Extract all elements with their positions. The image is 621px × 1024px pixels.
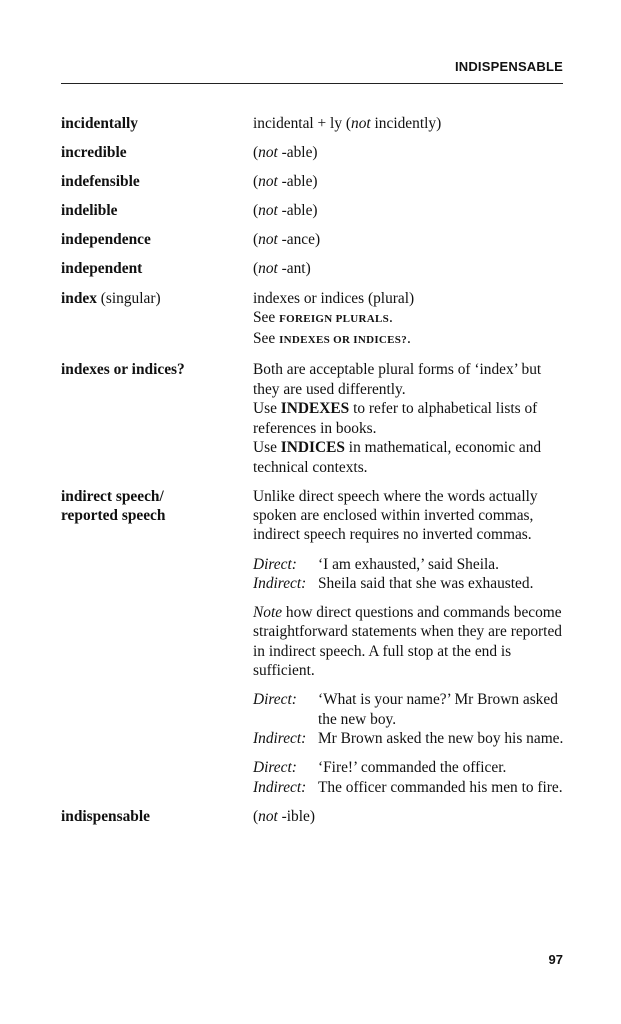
- headword: indefensible: [61, 173, 140, 191]
- example-pair: Direct: ‘Fire!’ commanded the officer. Indirect: The officer commanded his men to fire.: [253, 759, 563, 796]
- headword: index (singular): [61, 289, 161, 307]
- entry-indelible: [61, 201, 566, 220]
- entry-index: [61, 289, 566, 351]
- definition: Both are acceptable plural forms of ‘index’ but they are used differently. Use INDEXES to refer to alphabetical lists of references in books. Use INDICES in mathematical, economic and technical contexts.: [253, 361, 542, 476]
- definition: incidental + ly (not incidently): [253, 115, 442, 132]
- entry-indefensible: [61, 172, 566, 191]
- entry-indirect-speech: [61, 487, 566, 797]
- definition: (not -able): [253, 173, 318, 191]
- headword: incidentally: [61, 115, 138, 132]
- entry-independent: [61, 259, 566, 278]
- entry-incredible: [61, 143, 566, 162]
- definition: (not -ible): [253, 807, 315, 825]
- headword: independent: [61, 260, 143, 278]
- headword: incredible: [61, 144, 127, 162]
- cross-reference: See FOREIGN PLURALS.: [253, 308, 393, 326]
- cross-reference: See INDEXES OR INDICES?.: [253, 330, 411, 348]
- headword: indelible: [61, 202, 118, 220]
- running-head: INDISPENSABLE: [454, 59, 563, 74]
- definition: (not -ance): [253, 231, 321, 249]
- definition: (not -able): [253, 202, 318, 220]
- headword: independence: [61, 231, 151, 249]
- entry-indexes-or-indices: [61, 360, 566, 476]
- headword: indexes or indices?: [61, 361, 185, 379]
- header-rule: [61, 83, 563, 84]
- definition: (not -ant): [253, 260, 311, 278]
- example-pair: Direct: ‘I am exhausted,’ said Sheila. Indirect: Sheila said that she was exhausted.: [253, 555, 534, 592]
- entry-independence: [61, 230, 566, 249]
- definition: indexes or indices (plural) See FOREIGN PLURALS. See INDEXES OR INDICES?.: [253, 289, 566, 351]
- entry-incidentally: [61, 114, 566, 133]
- entry-indispensable: [61, 807, 566, 826]
- headword: indirect speech/ reported speech: [61, 487, 166, 524]
- dictionary-entries: [61, 114, 566, 836]
- definition: (not -able): [253, 144, 318, 162]
- page-number: 97: [548, 952, 563, 967]
- headword: indispensable: [61, 807, 150, 825]
- example-pair: Direct: ‘What is your name?’ Mr Brown asked the new boy. Indirect: Mr Brown asked the new boy his name.: [253, 691, 564, 748]
- definition: Unlike direct speech where the words actually spoken are enclosed within inverted commas, indirect speech requires no inverted commas. Direct: ‘I am exhausted,’ said Sheila. Indirect: Sheila said that she was exhausted. Note how direct questions and commands become straightforward statements when they are reported in indirect speech. A full stop at the end is sufficient. Direct: ‘What is your name?’ Mr Brown asked the new boy. Indirect: Mr Brown asked the new boy his name. Direct: ‘Fire!’ commanded the officer. Indirect: The officer commanded his men to fire.: [253, 487, 566, 797]
